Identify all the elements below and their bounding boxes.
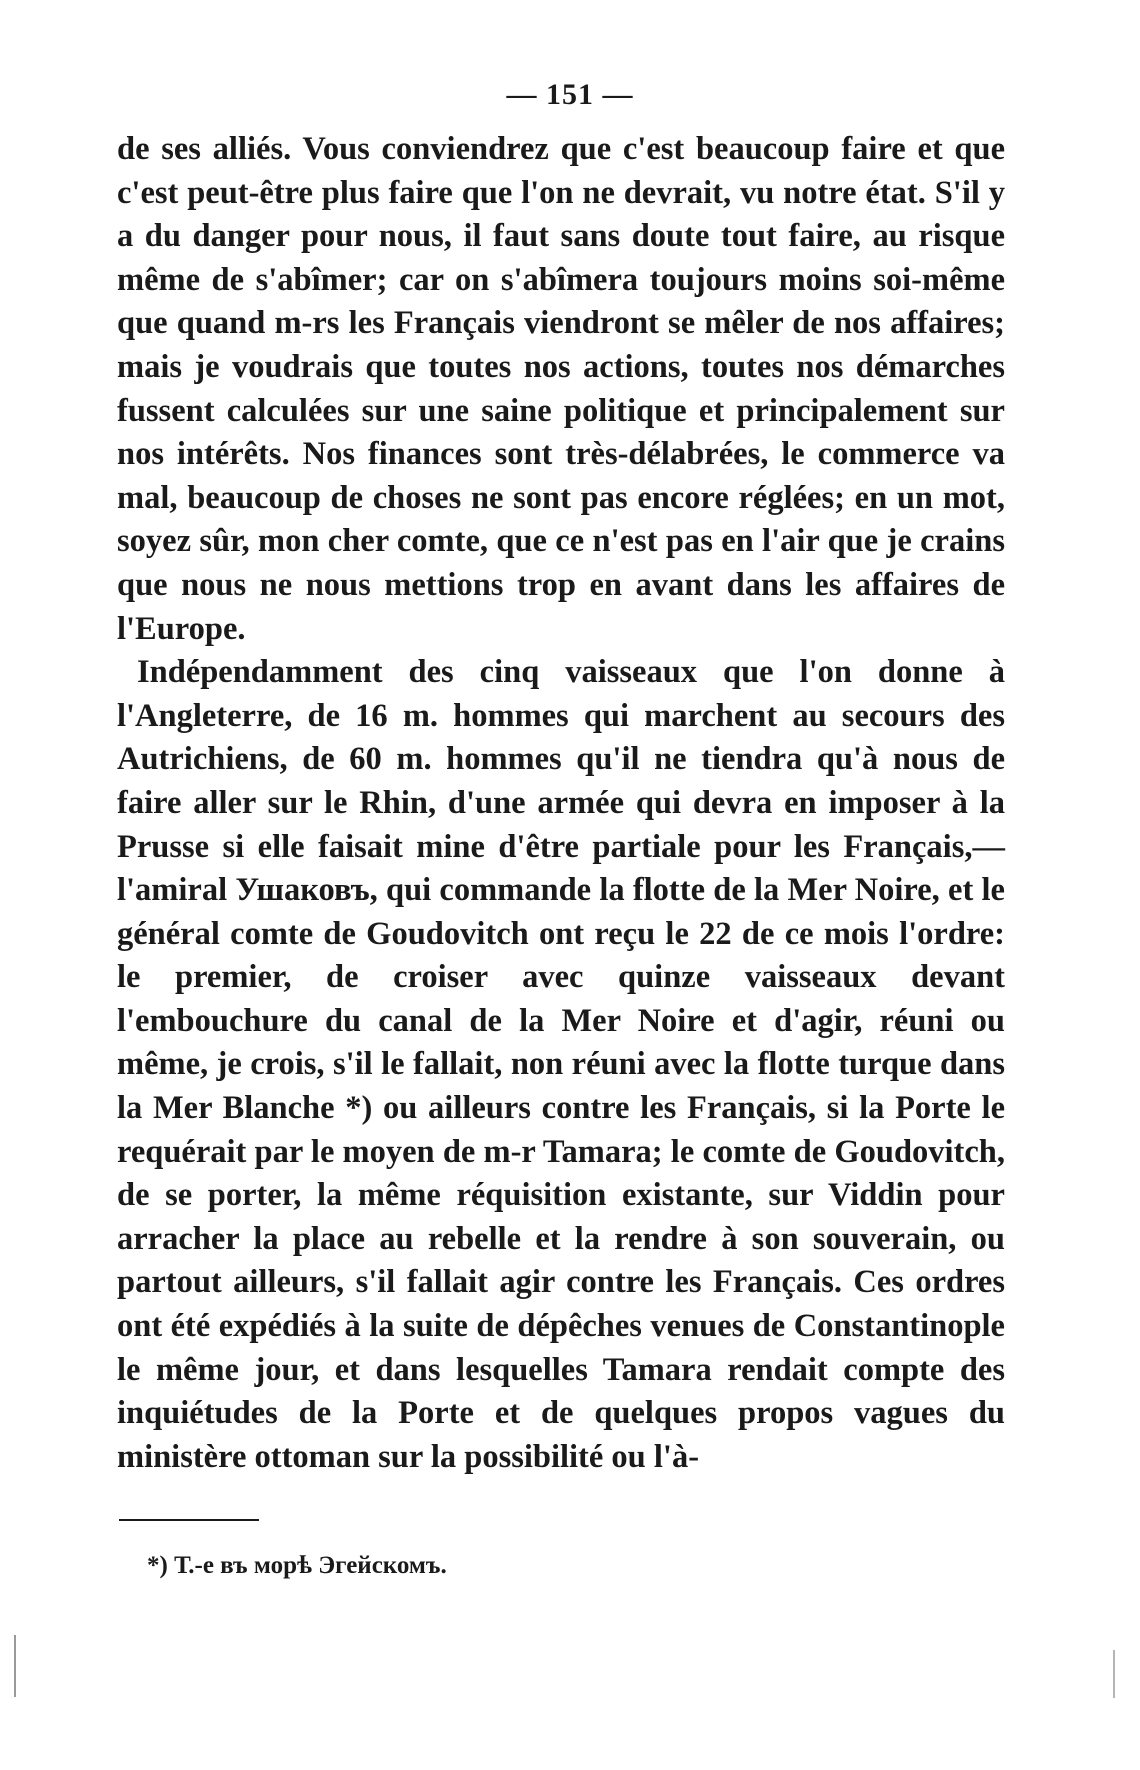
paragraph-continuation: de ses alliés. Vous conviendrez que c'est beaucoup faire et que c'est peut-être plus faire que l'on ne devrait, vu notre état. S'il y a du danger pour nous, il faut sans doute tout faire, au risque même de s'abîmer; car on s'abîmera toujours moins soi-même que quand m-rs les Français viendront se mêler de nos affaires; mais je voudrais que toutes nos actions, toutes nos démarches fussent calculées sur une saine politique et principalement sur nos intérêts. Nos finances sont très-délabrées, le commerce va mal, beaucoup de choses ne sont pas encore réglées; en un mot, soyez sûr, mon cher comte, que ce n'est pas en l'air que je crains que nous ne nous mettions trop en avant dans les affaires de l'Europe.: [117, 131, 1005, 647]
page-number: — 151 —: [506, 78, 634, 111]
scan-edge-mark-right: [1113, 1650, 1115, 1698]
scan-edge-mark-left: [14, 1635, 16, 1697]
footnote-divider: [119, 1519, 259, 1521]
footnote: *) Т.-е въ морѣ Эгейскомъ.: [147, 1552, 447, 1579]
paragraph-main: Indépendamment des cinq vaisseaux que l'on donne à l'Angleterre, de 16 m. hommes qui marchent au secours des Autrichiens, de 60 m. hommes qu'il ne tiendra qu'à nous de faire aller sur le Rhin, d'une armée qui devra en imposer à la Prusse si elle faisait mine d'être partiale pour les Français,—l'amiral Ушаковъ, qui commande la flotte de la Mer Noire, et le général comte de Goudovitch ont reçu le 22 de ce mois l'ordre: le premier, de croiser avec quinze vaisseaux devant l'embouchure du canal de la Mer Noire et d'agir, réuni ou même, je crois, s'il le fallait, non réuni avec la flotte turque dans la Mer Blanche *) ou ailleurs contre les Français, si la Porte le requérait par le moyen de m-r Tamara; le comte de Goudovitch, de se porter, la même réquisition existante, sur Viddin pour arracher la place au rebelle et la rendre à son souverain, ou partout ailleurs, s'il fallait agir contre les Français. Ces ordres ont été expédiés à la suite de dépêches venues de Constantinople le même jour, et dans lesquelles Tamara rendait compte des inquiétudes de la Porte et de quelques propos vagues du ministère ottoman sur la possibilité ou l'à-: [117, 654, 1005, 1475]
body-text: [117, 128, 1005, 1479]
